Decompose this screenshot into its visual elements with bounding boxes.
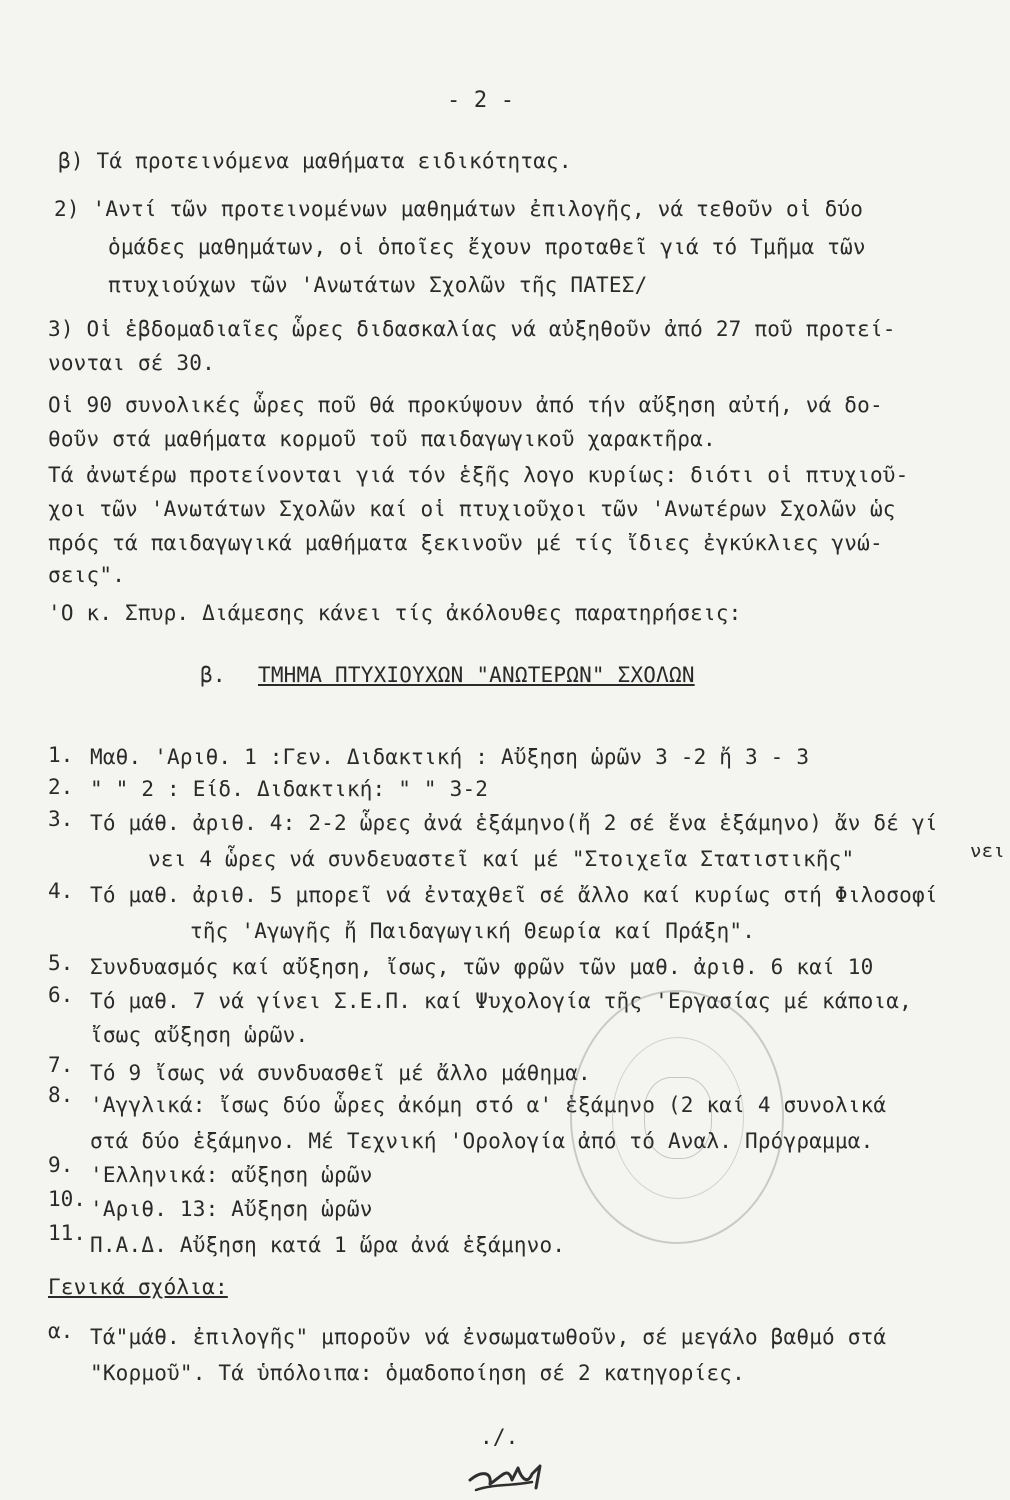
text-line: νονται σέ 30. <box>48 351 215 375</box>
list-item-continuation: στά δύο ἑξάμηνο. Μέ Τεχνική 'Ορολογία ἀπό τό Αναλ. Πρόγραμμα. <box>90 1129 874 1153</box>
general-comments-heading: Γενικά σχόλια: <box>48 1275 228 1299</box>
text-line: Τά"μάθ. ἐπιλογῆς" μποροῦν νά ἐνσωματωθοῦν, σέ μεγάλο βαθμό στά <box>90 1325 887 1349</box>
list-item: 'Αριθ. 13: Αὔξηση ὡρῶν <box>90 1197 373 1221</box>
list-number: 9. <box>48 1153 74 1177</box>
list-letter: α. <box>48 1319 74 1343</box>
text-line: 2) 'Αντί τῶν προτεινομένων μαθημάτων ἐπιλογῆς, νά τεθοῦν οἱ δύο <box>54 197 864 221</box>
list-number: 2. <box>48 775 74 799</box>
list-item: Τό μαθ. 7 νά γίνει Σ.Ε.Π. καί Ψυχολογία τῆς 'Εργασίας μέ κάποια, <box>90 989 912 1013</box>
text-line: χοι τῶν 'Ανωτάτων Σχολῶν καί οἱ πτυχιοῦχοι τῶν 'Ανωτέρων Σχολῶν ὡς <box>48 497 896 521</box>
text-line: σεις". <box>48 563 126 587</box>
list-item: Τό 9 ἴσως νά συνδυασθεῖ μέ ἄλλο μάθημα. <box>90 1061 591 1085</box>
text-line: Οἱ 90 συνολικές ὧρες ποῦ θά προκύψουν ἀπό τήν αὔξηση αὐτή, νά δο- <box>48 393 883 417</box>
page-number: - 2 - <box>447 88 515 113</box>
list-item: Μαθ. 'Αριθ. 1 :Γεν. Διδακτική : Αὔξηση ὡρῶν 3 -2 ἤ 3 - 3 <box>90 745 810 769</box>
list-item-continuation: ἴσως αὔξηση ὡρῶν. <box>90 1023 309 1047</box>
text-line: πτυχιούχων τῶν 'Ανωτάτων Σχολῶν τῆς ΠΑΤΕΣ/ <box>108 273 648 297</box>
stamp-seal <box>570 990 784 1244</box>
text-line: πρός τά παιδαγωγικά μαθήματα ξεκινοῦν μέ τίς ἴδιες ἐγκύκλιες γνώ- <box>48 531 883 555</box>
text-line: θοῦν στά μαθήματα κορμοῦ τοῦ παιδαγωγικοῦ χαρακτῆρα. <box>48 427 716 451</box>
text-line: ὁμάδες μαθημάτων, οἱ ὁποῖες ἔχουν προταθεῖ γιά τό Τμῆμα τῶν <box>108 235 866 259</box>
list-number: 8. <box>48 1083 74 1107</box>
list-number: 6. <box>48 983 74 1007</box>
list-number: 1. <box>48 743 74 767</box>
list-item: Τό μάθ. ἀριθ. 4: 2-2 ὧρες ἀνά ἑξάμηνο(ἤ 2 σέ ἕνα ἑξάμηνο) ἄν δέ γί <box>90 811 938 835</box>
list-item: 'Αγγλικά: ἴσως δύο ὧρες ἀκόμη στό α' ἑξάμηνο (2 καί 4 συνολικά <box>90 1093 887 1117</box>
section-label: β. <box>200 663 226 687</box>
list-item: 'Ελληνικά: αὔξηση ὡρῶν <box>90 1163 373 1187</box>
list-item: Π.Α.Δ. Αὔξηση κατά 1 ὥρα ἀνά ἑξάμηνο. <box>90 1233 566 1257</box>
list-item: Συνδυασμός καί αὔξηση, ἴσως, τῶν φρῶν τῶν μαθ. ἀριθ. 6 καί 10 <box>90 955 874 979</box>
list-item-continuation: τῆς 'Αγωγῆς ἤ Παιδαγωγική Θεωρία καί Πράξη". <box>190 919 756 943</box>
text-line: 'Ο κ. Σπυρ. Διάμεσης κάνει τίς ἀκόλουθες παρατηρήσεις: <box>48 601 742 625</box>
continuation-mark: ./. <box>480 1425 519 1449</box>
list-item: Τό μαθ. ἀριθ. 5 μπορεῖ νά ἐνταχθεῖ σέ ἄλλο καί κυρίως στή Φιλοσοφί <box>90 883 938 907</box>
list-item-continuation: νει 4 ὧρες νά συνδευαστεῖ καί μέ "Στοιχεῖα Στατιστικῆς" <box>148 847 855 871</box>
list-number: 10. <box>48 1187 86 1211</box>
margin-text: νει <box>970 840 1005 862</box>
text-line: 3) Οἱ ἑβδομαδιαῖες ὧρες διδασκαλίας νά αὐξηθοῦν ἀπό 27 ποῦ προτεί- <box>48 317 896 341</box>
section-heading: ΤΜΗΜΑ ΠΤΥΧΙΟΥΧΩΝ "ΑΝΩΤΕΡΩΝ" ΣΧΟΛΩΝ <box>258 663 695 687</box>
text-line: Τά ἀνωτέρω προτείνονται γιά τόν ἑξῆς λογο κυρίως: διότι οἱ πτυχιοῦ- <box>48 463 909 487</box>
list-number: 4. <box>48 879 74 903</box>
text-line: "Κορμοῦ". Τά ὑπόλοιπα: ὁμαδοποίηση σέ 2 κατηγορίες. <box>90 1361 745 1385</box>
list-number: 11. <box>48 1221 86 1245</box>
text-line: β) Τά προτεινόμενα μαθήματα ειδικότητας. <box>58 149 572 173</box>
list-item: " " 2 : Είδ. Διδακτική: " " 3-2 <box>90 777 489 801</box>
list-number: 7. <box>48 1053 74 1077</box>
coat-of-arms-icon <box>644 1077 712 1159</box>
list-number: 3. <box>48 807 74 831</box>
list-number: 5. <box>48 951 74 975</box>
handwritten-initials <box>462 1440 562 1500</box>
